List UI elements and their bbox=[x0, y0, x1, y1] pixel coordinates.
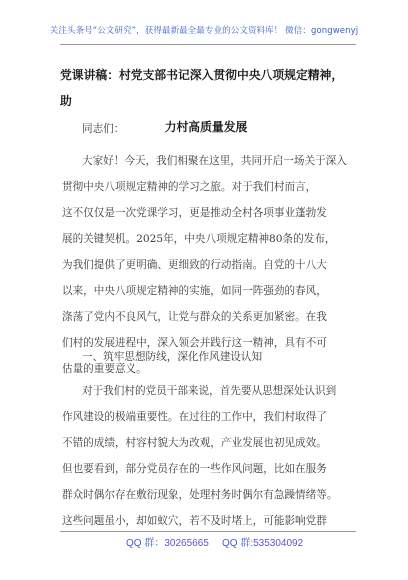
paragraph-line: 涤荡了党内不良风气，让党与群众的关系更加紧密。在我 bbox=[62, 311, 327, 323]
paragraph-line: 群众时偶尔存在敷衍现象，处理村务时偶尔有急躁情绪等。 bbox=[62, 489, 338, 501]
qq-number: 535304092 bbox=[253, 538, 304, 549]
paragraph-line: 这些问题虽小，却如蚁穴，若不及时堵上，可能影响党群 bbox=[62, 515, 327, 527]
paragraph-line: 以来，中央八项规定精神的实施，如同一阵强劲的春风， bbox=[62, 285, 327, 297]
paragraph-line: 作风建设的极端重要性。在过往的工作中，我们村取得了 bbox=[62, 411, 327, 423]
greeting-block bbox=[62, 116, 354, 142]
header-divider bbox=[60, 44, 356, 45]
paragraph-2 bbox=[62, 378, 354, 534]
paragraph-line: 们村的发展进程中，深入领会并践行这一精神，具有不可 bbox=[62, 337, 327, 349]
footer-qq-group-2[interactable] bbox=[222, 534, 303, 549]
section-heading: 一、筑牢思想防线，深化作风建设认知 bbox=[82, 351, 263, 363]
paragraph-line: 对于我们村的党员干部来说，首先要从思想深处认识到 bbox=[82, 385, 337, 397]
section-1-heading-block bbox=[62, 344, 354, 370]
paragraph-line: 展的关键契机。2025年，中央八项规定精神80条的发布， bbox=[62, 233, 336, 245]
paragraph-line: 为我们提供了更明确、更细致的行动指南。自党的十八大 bbox=[62, 259, 327, 271]
footer-divider bbox=[60, 531, 356, 532]
paragraph-line: 估量的重要意义。 bbox=[62, 363, 147, 375]
qq-label: QQ 群： bbox=[126, 538, 165, 549]
paragraph-line: 这不仅仅是一次党课学习，更是推动全村各项事业蓬勃发 bbox=[62, 207, 327, 219]
paragraph-line: 但也要看到，部分党员存在的一些作风问题，比如在服务 bbox=[62, 463, 327, 475]
title-line-1: 党课讲稿：村党支部书记深入贯彻中央八项规定精神，助 bbox=[60, 68, 344, 108]
paragraph-line: 不错的成绩，村容村貌大为改观，产业发展也初见成效。 bbox=[62, 437, 327, 449]
paragraph-line: 贯彻中央八项规定精神的学习之旅。对于我们村而言， bbox=[62, 181, 317, 193]
header-banner: 关注头条号“公文研究”，获得最新最全最专业的公文资料库！ 微信：gongwenyj bbox=[49, 26, 359, 36]
qq-label: QQ 群: bbox=[222, 538, 254, 549]
greeting: 同志们： bbox=[82, 123, 125, 135]
footer-qq-group-1[interactable] bbox=[126, 534, 209, 549]
qq-number: 30265665 bbox=[164, 538, 209, 549]
title-line-2: 力村高质量发展 bbox=[164, 120, 248, 134]
paragraph-line: 大家好！今天，我们相聚在这里，共同开启一场关于深入 bbox=[82, 155, 347, 167]
